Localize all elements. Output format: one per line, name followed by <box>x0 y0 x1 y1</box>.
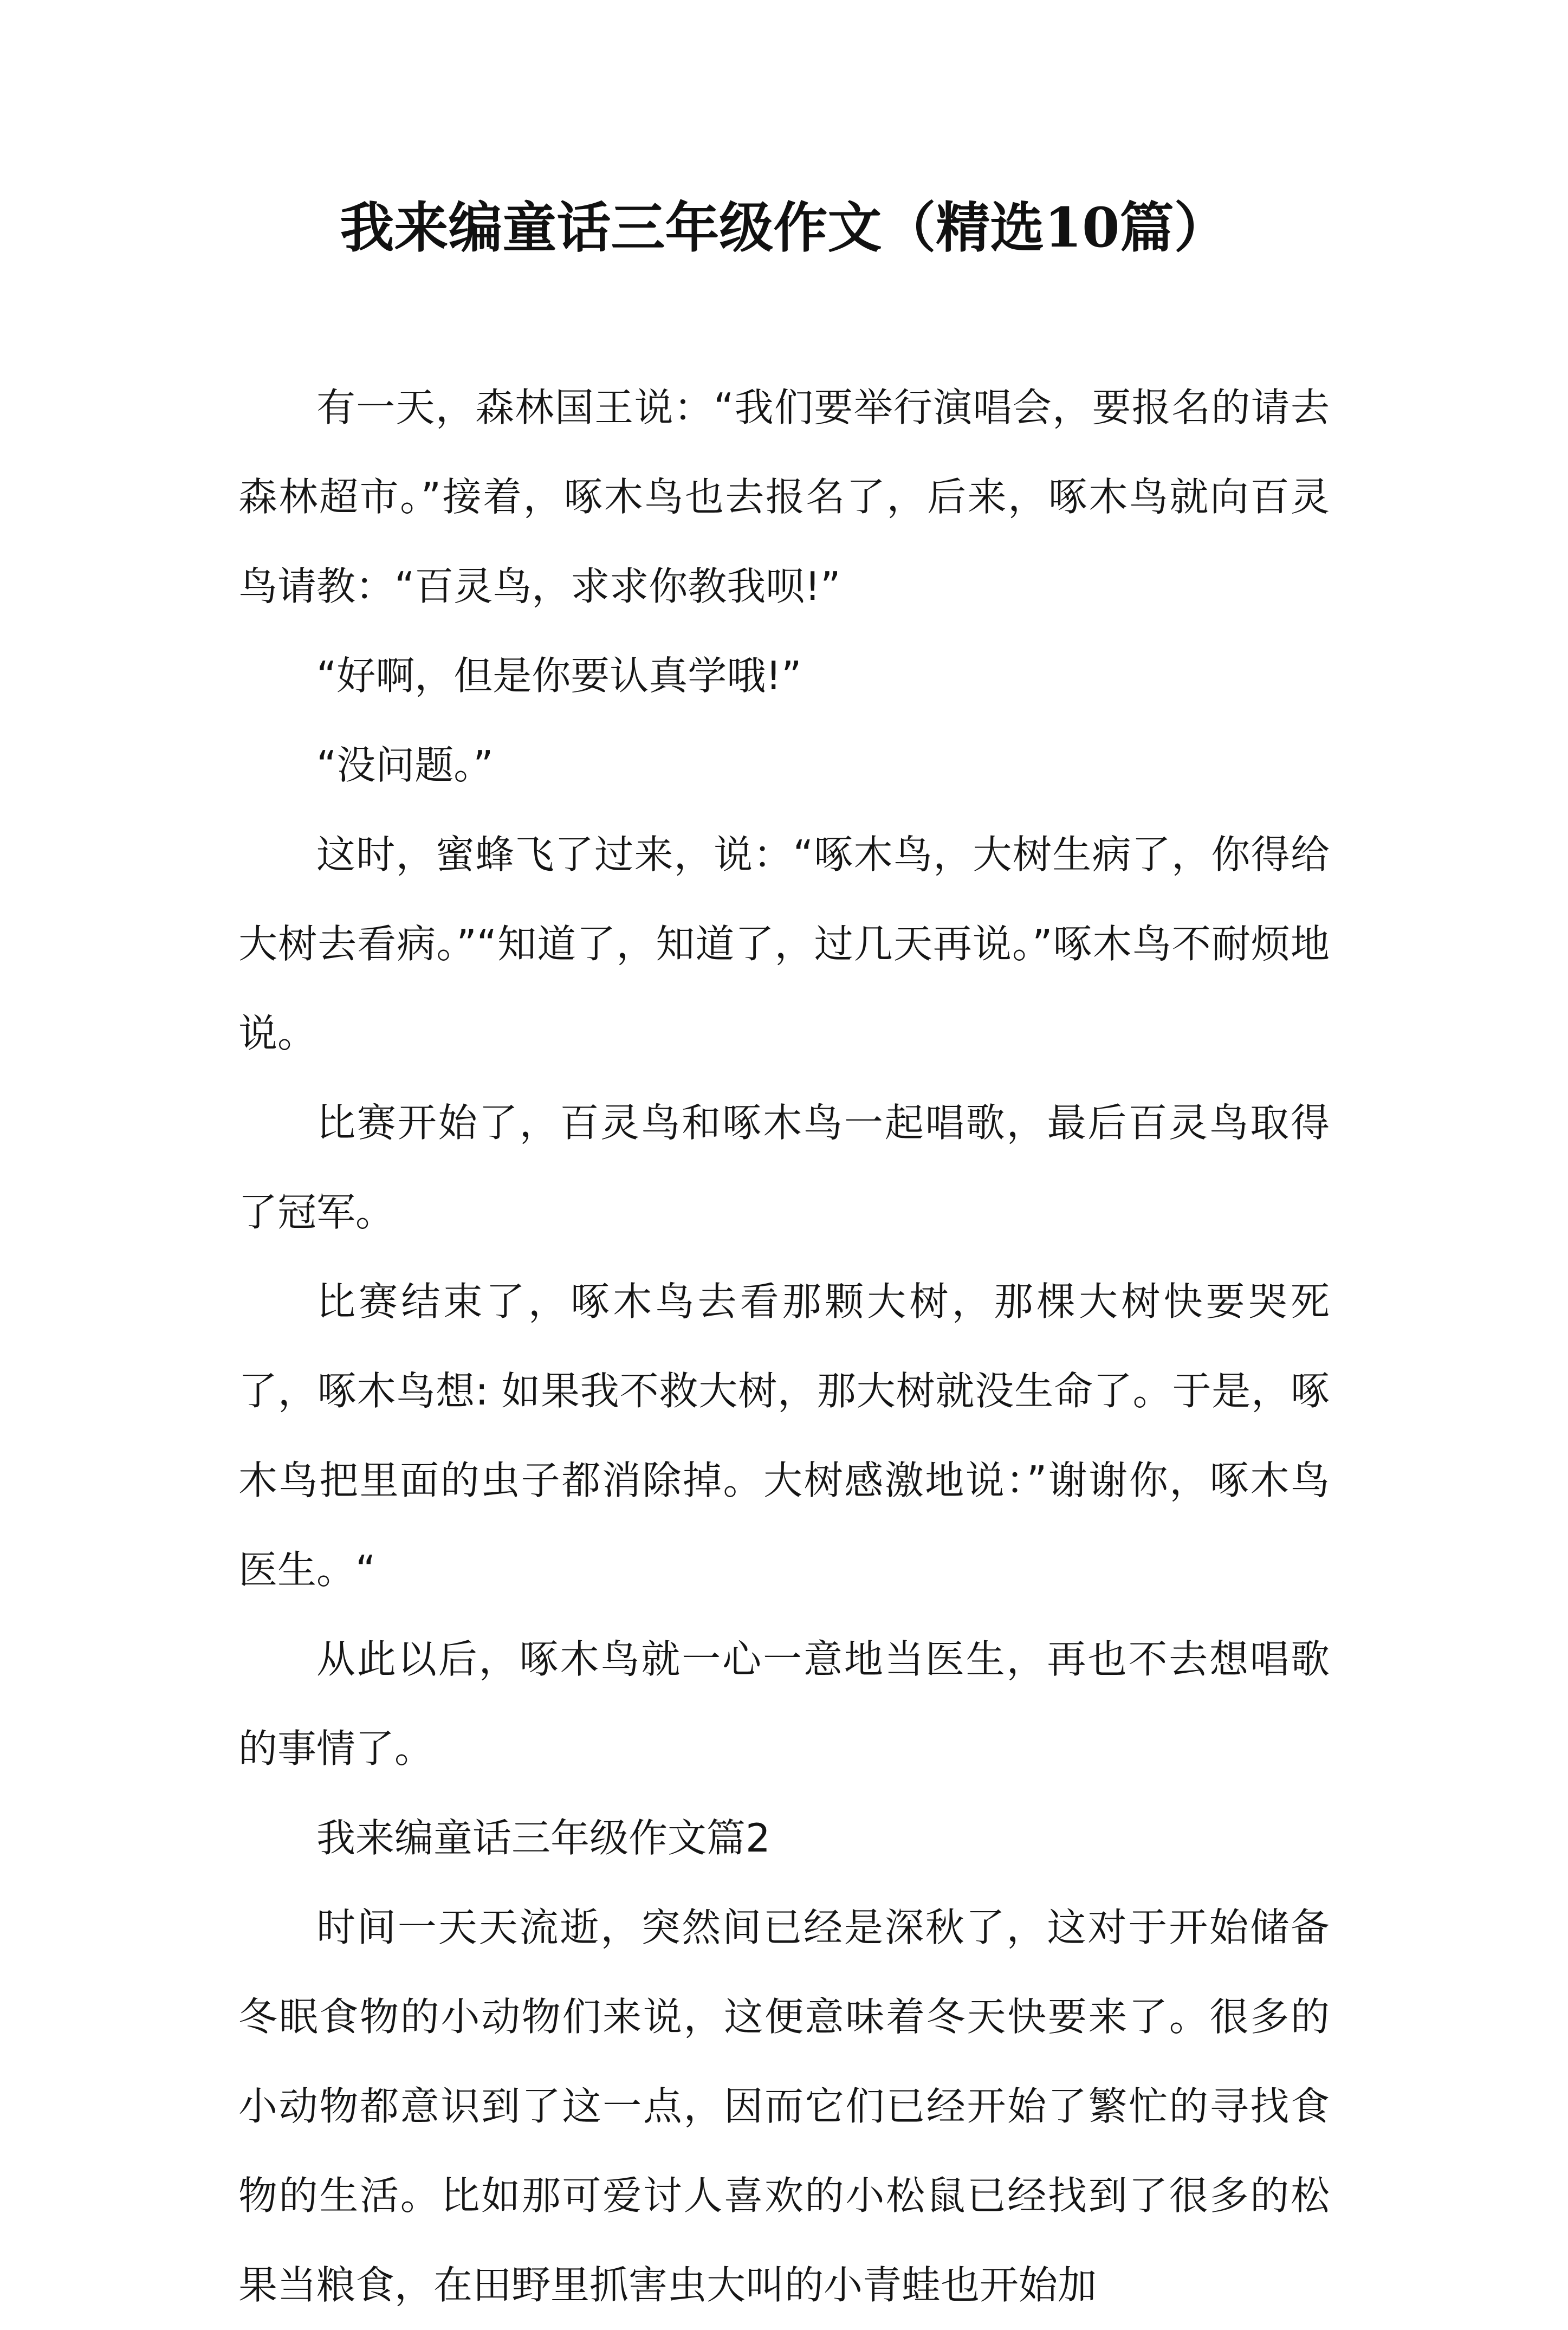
paragraph: “好啊，但是你要认真学哦!” <box>316 653 802 698</box>
document-body <box>238 363 1330 2330</box>
paragraph: 从此以后，啄木鸟就一心一意地当医生，再也不去想唱歌的事情了。 <box>238 1636 1330 1771</box>
paragraph: 比赛开始了，百灵鸟和啄木鸟一起唱歌，最后百灵鸟取得了冠军。 <box>238 1100 1330 1235</box>
paragraph: 有一天，森林国王说：“我们要举行演唱会，要报名的请去森林超市。”接着，啄木鸟也去报名了，后来，啄木鸟就向百灵鸟请教：“百灵鸟，求求你教我呗!” <box>238 385 1330 609</box>
paragraph: “没问题。” <box>316 742 494 788</box>
paragraph: 比赛结束了，啄木鸟去看那颗大树，那棵大树快要哭死了，啄木鸟想: 如果我不救大树，那大树就没生命了。于是，啄木鸟把里面的虫子都消除掉。大树感激地说：”谢谢你，啄木鸟医生。“ <box>238 1279 1330 1593</box>
section-heading: 我来编童话三年级作文篇2 <box>316 1815 770 1861</box>
paragraph: 时间一天天流逝，突然间已经是深秋了，这对于开始储备冬眠食物的小动物们来说，这便意味着冬天快要来了。很多的小动物都意识到了这一点，因而它们已经开始了繁忙的寻找食物的生活。比如那可爱讨人喜欢的小松鼠已经找到了很多的松果当粮食，在田野里抓害虫大叫的小青蛙也开始加 <box>238 1905 1330 2308</box>
paragraph: 这时，蜜蜂飞了过来，说：“啄木鸟，大树生病了，你得给大树去看病。”“知道了，知道了，过几天再说。”啄木鸟不耐烦地说。 <box>238 832 1330 1056</box>
document-title: 我来编童话三年级作文（精选10篇） <box>340 196 1228 260</box>
